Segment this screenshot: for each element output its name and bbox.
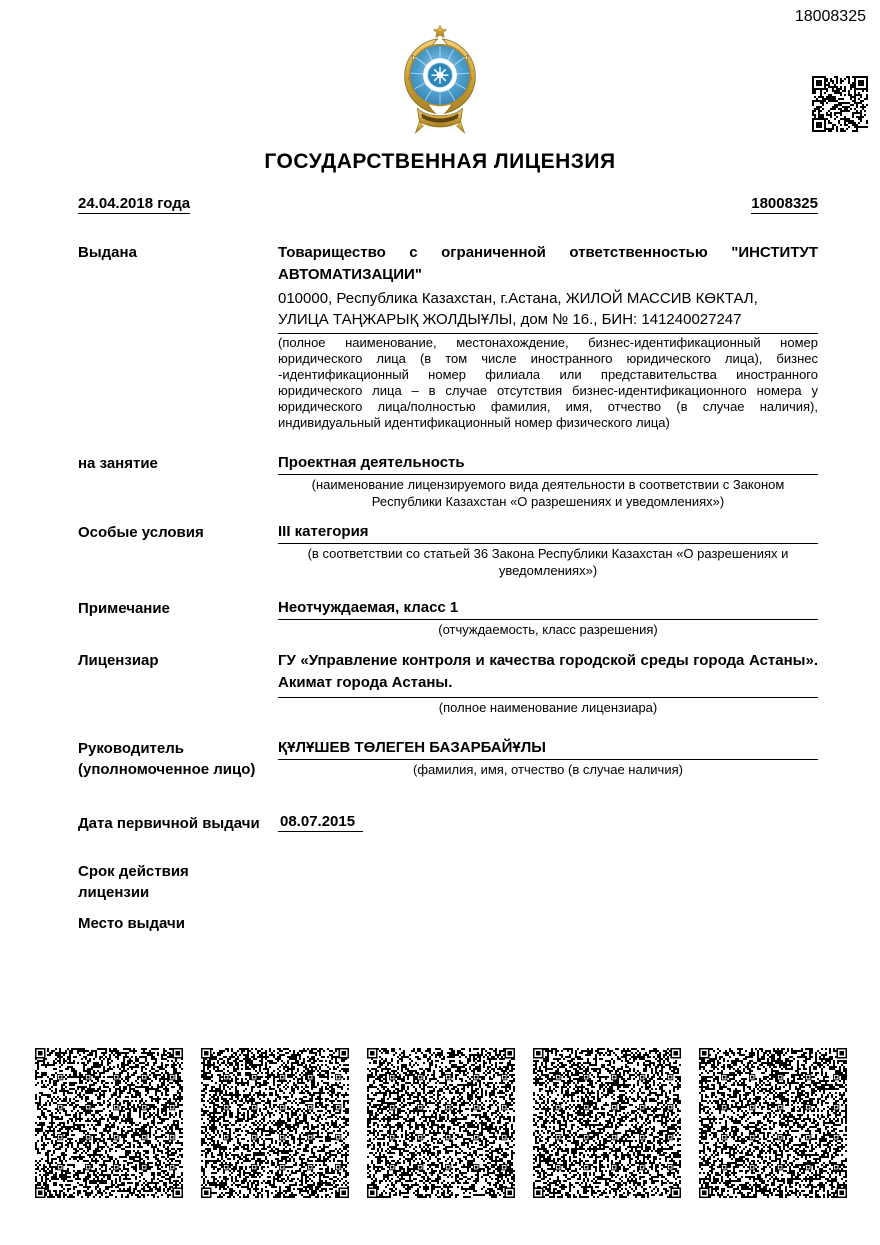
field-note: (в соответствии со статьей 36 Закона Республики Казахстан «О разрешениях и уведомлениях») [307, 546, 789, 578]
special-conditions-value: III категория [278, 522, 818, 544]
field-label: Лицензиар [78, 652, 159, 669]
field-note: (наименование лицензируемого вида деятельности в соответствии с Законом Республики Казахстан «О разрешениях и уведомлениях») [311, 477, 785, 509]
field-label: Выдана [78, 244, 137, 261]
head-name: ҚҰЛҰШЕВ ТӨЛЕГЕН БАЗАРБАЙҰЛЫ [278, 738, 818, 760]
field-issued-to [78, 242, 818, 431]
field-remark [78, 598, 818, 638]
field-special-conditions [78, 522, 818, 579]
issue-date: 24.04.2018 года [78, 195, 191, 212]
field-label: на занятие [78, 455, 158, 472]
date-number-row [78, 195, 818, 214]
verification-barcode [201, 1048, 349, 1198]
verification-barcode [367, 1048, 515, 1198]
first-issue-date-value: 08.07.2015 [278, 813, 363, 832]
field-note: (полное наименование лицензиара) [438, 700, 658, 715]
license-number: 18008325 [751, 195, 818, 212]
field-note: (фамилия, имя, отчество (в случае наличия) [413, 762, 683, 777]
licensee-address [278, 288, 818, 330]
licensor-value: ГУ «Управление контроля и качества городской среды города Астаны». Акимат города Астаны. [278, 650, 818, 698]
address-line: 010000, Республика Казахстан, г.Астана, ЖИЛОЙ МАССИВ КӨКТАЛ, [278, 290, 758, 307]
remark-value: Неотчуждаемая, класс 1 [278, 598, 818, 620]
field-licensor [78, 650, 818, 716]
field-note: (полное наименование, местонахождение, бизнес-идентификационный номер юридического лица (в том числе иностранного юридического лица), бизнес -идентификационный номер филиала или представительства иностранного юридического лица – в случае отсутствия бизнес-идентификационного номера у юридического лица/полностью фамилия, имя, отчество (в случае наличия), индивидуальный идентификационный номер физического лица) [278, 335, 818, 430]
field-validity-period [78, 861, 818, 903]
field-note: (отчуждаемость, класс разрешения) [438, 622, 658, 637]
field-label: Особые условия [78, 524, 204, 541]
activity-value: Проектная деятельность [278, 453, 818, 475]
document-title: ГОСУДАРСТВЕННАЯ ЛИЦЕНЗИЯ [264, 150, 616, 173]
licensee-name: Товарищество с ограниченной ответственностью "ИНСТИТУТ АВТОМАТИЗАЦИИ" [278, 244, 818, 283]
field-label: Срок действия лицензии [78, 863, 189, 901]
field-activity [78, 453, 818, 510]
field-label: Руководитель (уполномоченное лицо) [78, 740, 256, 778]
verification-barcode [533, 1048, 681, 1198]
field-label: Примечание [78, 600, 170, 617]
field-first-issue-date [78, 813, 818, 834]
verification-barcode-strip [35, 1048, 847, 1198]
field-place-of-issue [78, 913, 818, 934]
address-line: УЛИЦА ТАҢЖАРЫҚ ЖОЛДЫҰЛЫ, дом № 16., БИН: 141240027247 [278, 311, 742, 328]
document-number-top: 18008325 [794, 8, 866, 25]
qr-code-icon [812, 76, 868, 132]
verification-barcode [35, 1048, 183, 1198]
verification-barcode [699, 1048, 847, 1198]
document-body [78, 195, 818, 934]
field-label: Место выдачи [78, 915, 185, 932]
field-label: Дата первичной выдачи [78, 815, 260, 832]
kazakhstan-coat-of-arms-icon [391, 24, 489, 141]
field-head [78, 738, 818, 780]
